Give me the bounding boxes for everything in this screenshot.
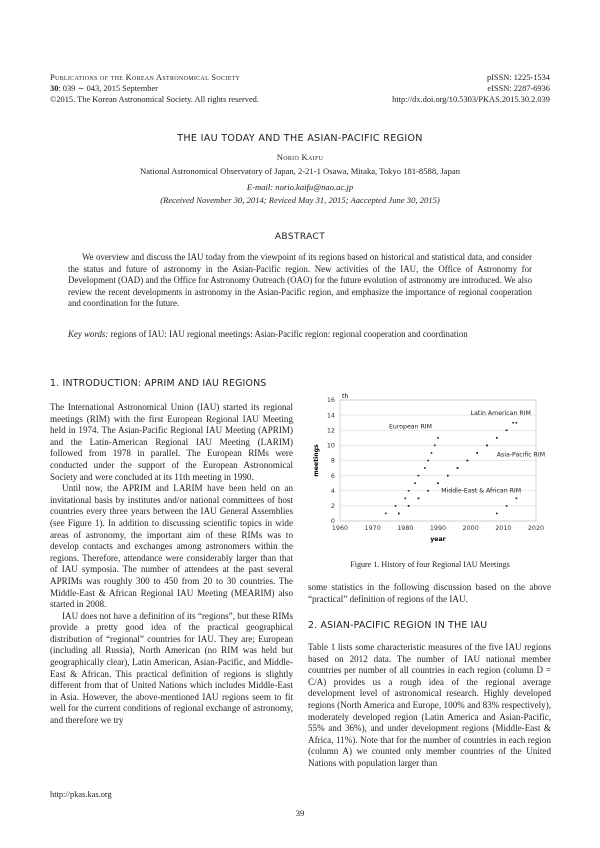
keywords bbox=[68, 329, 532, 341]
data-point bbox=[506, 429, 508, 431]
data-point bbox=[437, 437, 439, 439]
x-tick-label: 1970 bbox=[364, 524, 381, 532]
data-point bbox=[405, 498, 407, 500]
data-point bbox=[408, 505, 410, 507]
abstract-heading: ABSTRACT bbox=[274, 232, 326, 242]
x-tick-label: 2020 bbox=[527, 524, 545, 532]
y-tick-label: 4 bbox=[330, 486, 335, 495]
y-tick-label: 6 bbox=[330, 471, 335, 480]
x-tick-label: 2000 bbox=[462, 524, 479, 532]
section-1-title: 1. INTRODUCTION: APRIM AND IAU REGIONS bbox=[50, 378, 267, 389]
series-label: Latin American RIM bbox=[470, 410, 531, 418]
received-dates: (Received November 30, 2014; Reviced May 31, 2015; Aaccepted June 30, 2015) bbox=[160, 195, 440, 205]
series-label: Asia-Pacific RIM bbox=[496, 451, 546, 459]
data-point bbox=[516, 422, 518, 424]
right-column-top bbox=[308, 582, 551, 605]
left-column bbox=[50, 402, 293, 727]
data-point bbox=[516, 498, 518, 500]
data-point bbox=[486, 445, 488, 447]
journal-header bbox=[50, 72, 259, 105]
data-point bbox=[427, 490, 429, 492]
y-tick-label: 8 bbox=[330, 456, 335, 465]
data-point bbox=[512, 422, 514, 424]
data-point bbox=[431, 452, 433, 454]
y-tick-label: 0 bbox=[330, 517, 335, 526]
data-point bbox=[414, 482, 416, 484]
data-point bbox=[467, 460, 469, 462]
data-point bbox=[506, 505, 508, 507]
eissn: eISSN: 2287-6936 bbox=[487, 84, 550, 93]
x-tick-label: 1980 bbox=[397, 524, 414, 532]
pissn: pISSN: 1225-1534 bbox=[486, 73, 550, 82]
data-point bbox=[496, 513, 498, 515]
figure-caption: Figure 1. History of four Regional IAU Meetings bbox=[350, 560, 510, 569]
data-point bbox=[418, 475, 420, 477]
y-axis-label: meetings bbox=[313, 444, 320, 477]
x-axis-label: year bbox=[430, 536, 446, 543]
x-tick-labels bbox=[332, 524, 544, 532]
data-point bbox=[457, 467, 459, 469]
y-tick-label: 16 bbox=[326, 396, 335, 405]
data-point bbox=[434, 445, 436, 447]
chart-grid bbox=[340, 400, 536, 521]
data-point bbox=[447, 475, 449, 477]
email[interactable]: E-mail: norio.kaifu@nao.ac.jp bbox=[246, 182, 354, 192]
y-tick-label: 12 bbox=[326, 426, 335, 435]
x-tick-label: 1990 bbox=[429, 524, 447, 532]
keywords-text: regions of IAU: IAU regional meetings: Asian-Pacific region: regional cooperation and coordination bbox=[108, 329, 468, 339]
x-tick-label: 2010 bbox=[495, 524, 512, 532]
keywords-label: Key words: bbox=[68, 329, 109, 339]
paragraph: Until now, the APRIM and LARIM have been held on an invitational basis by institutes and/or national committees of host countries every three years between the IAU General Assemblies (see Figure 1). In addition to discussing scientific topics in wide areas of astronomy, the important aim of these RIMs was to develop contacts and exchanges among astronomers within the regions. Therefore, attendance were considerably larger than that of IAU symposia. The number of attendees at the past several APRIMs was roughly 300 to 450 from 20 to 30 countries. The Middle-East & African Regional IAU Meeting (MEARIM) also started in 2008. bbox=[50, 483, 293, 610]
section-2-title: 2. ASIAN-PACIFIC REGION IN THE IAU bbox=[308, 620, 488, 631]
y-tick-label: 14 bbox=[326, 411, 335, 420]
data-point bbox=[476, 452, 478, 454]
x-tick-label: 1960 bbox=[331, 524, 349, 532]
author: Norio Kaifu bbox=[276, 152, 324, 162]
y-unit-label: th bbox=[342, 393, 349, 400]
journal-name: Publications of the Korean Astronomical Society bbox=[50, 73, 241, 82]
paragraph: The International Astronomical Union (IAU) started its regional meetings (RIM) with the first European Regional IAU Meeting held in 1974. The Asian-Pacific Regional IAU Meeting (APRIM) and the Latin-American Regional IAU Meeting (LARIM) followed from 1978 in parallel. The European RIMs were conducted under the support of the European Astronomical Society and were concluded at its 11th meeting in 1990. bbox=[50, 402, 293, 482]
data-point bbox=[408, 490, 410, 492]
paper-title: THE IAU TODAY AND THE ASIAN-PACIFIC REGION bbox=[177, 133, 423, 144]
data-point bbox=[437, 482, 439, 484]
copyright: ©2015. The Korean Astronomical Society. All rights reserved. bbox=[50, 95, 259, 104]
chart-figure-1 bbox=[308, 392, 552, 552]
paragraph: some statistics in the following discussion based on the above “practical” definition of regions of the IAU. bbox=[308, 582, 551, 604]
data-point bbox=[424, 467, 426, 469]
paragraph: IAU does not have a definition of its “regions”, but these RIMs provide a pretty good idea of the practical geographical distribution of “regional” countries for IAU. They are; European (including all Russia), North American (no RIM was held but geographically clear), Latin American, Asian-Pacific, and Middle-East & African. This practical definition of regions is slightly different from that of United Nations which includes Middle-East in Asia. However, the above-mentioned IAU regions seem to fit well for the current conditions of regional exchange of astronomy, and therefore we try bbox=[50, 610, 293, 726]
data-points bbox=[385, 422, 517, 514]
data-point bbox=[418, 498, 420, 500]
data-point bbox=[398, 513, 400, 515]
page-number: 39 bbox=[295, 808, 305, 818]
y-tick-label: 10 bbox=[326, 441, 335, 450]
y-tick-label: 2 bbox=[330, 502, 335, 511]
series-label: Middle-East & African RIM bbox=[441, 487, 522, 495]
volume-info: 30: 039 ∼ 043, 2015 September bbox=[50, 84, 158, 93]
y-tick-labels bbox=[327, 396, 335, 525]
right-column-body bbox=[308, 642, 551, 770]
data-point bbox=[496, 437, 498, 439]
issn-block bbox=[392, 72, 550, 105]
series-labels bbox=[389, 410, 545, 494]
footer-url[interactable]: http://pkas.kas.org bbox=[50, 790, 112, 799]
doi-link[interactable]: http://dx.doi.org/10.5303/PKAS.2015.30.2.039 bbox=[392, 95, 550, 104]
affiliation: National Astronomical Observatory of Japan, 2-21-1 Osawa, Mitaka, Tokyo 181-8588, Japan bbox=[139, 166, 460, 176]
series-label: European RIM bbox=[389, 423, 432, 431]
paragraph: Table 1 lists some characteristic measures of the five IAU regions based on 2012 data. The number of IAU national member countries per number of all countries in each region (column D = C/A) provides us a rough idea of the regional average development level of astronomical research. Highly developed regions (North America and Europe, 100% and 83% respectively), moderately developed region (Latin America and Asian-Pacific, 55% and 36%), and under development regions (Middle-East & Africa, 11%). Note that for the number of countries in each region (column A) we counted only member countries of the United Nations with population larger than bbox=[308, 642, 551, 768]
abstract-text: We overview and discuss the IAU today from the viewpoint of its regions based on historical and statistical data, and consider the status and future of astronomy in the Asian-Pacific region. New activities of the IAU, the Office of Astronomy for Development (OAD) and the Office for Astronomy Outreach (OAO) for the future evolution of astronomy are introduced. We also review the recent developments in astronomy in the Asian-Pacific region, and emphasize the importance of regional cooperation and coordination for the future. bbox=[68, 252, 533, 309]
data-point bbox=[427, 460, 429, 462]
data-point bbox=[395, 505, 397, 507]
data-point bbox=[385, 513, 387, 515]
